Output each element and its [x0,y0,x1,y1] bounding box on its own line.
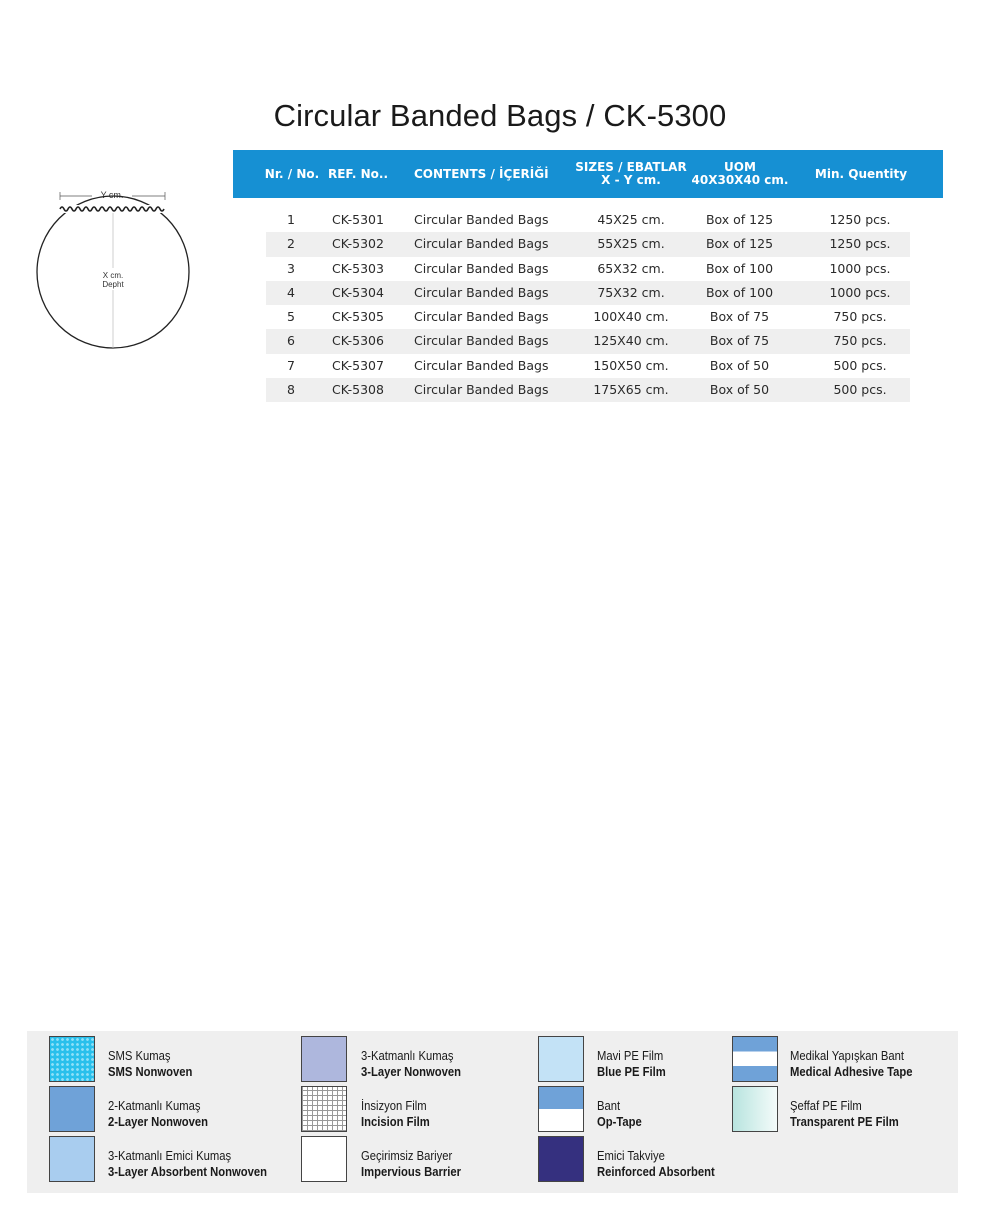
row-number: 3 [287,260,295,276]
table-row [266,354,910,378]
legend-swatch [301,1036,347,1082]
legend-label-tr: 2-Katmanlı Kumaş [108,1099,201,1113]
row-ref: CK-5307 [332,357,384,373]
legend-label-tr: Geçirimsiz Bariyer [361,1149,453,1163]
legend-label-en: Transparent PE Film [790,1115,899,1129]
row-number: 7 [287,357,295,373]
legend-label-tr: Mavi PE Film [597,1049,664,1063]
row-number: 4 [287,284,295,300]
table-row [266,305,910,329]
legend-label [597,1048,666,1080]
row-uom: Box of 75 [709,309,770,325]
row-uom: Box of 100 [705,260,774,276]
header-ref: REF. No.. [327,166,388,181]
legend-label [790,1048,913,1080]
legend-label-en: 2-Layer Nonwoven [108,1115,209,1129]
legend-swatch [732,1086,778,1132]
header-contents: CONTENTS / İÇERİĞİ [414,166,549,181]
row-size: 55X25 cm. [597,236,665,252]
legend-label-tr: 3-Katmanlı Kumaş [361,1049,454,1063]
legend-label [361,1098,430,1130]
row-size: 100X40 cm. [593,309,669,325]
y-dimension-label: Y cm. [100,190,124,200]
legend-swatch [49,1086,95,1132]
legend-label-en: Reinforced Absorbent [597,1165,715,1179]
legend-label-tr: Bant [597,1099,621,1113]
table-row [266,232,910,256]
row-number: 1 [287,212,295,227]
table-row [266,257,910,281]
header-nr: Nr. / No. [264,166,320,181]
legend-swatch [49,1036,95,1082]
row-min-quantity: 500 pcs. [833,382,887,398]
row-ref: CK-5308 [332,382,384,398]
row-min-quantity: 1000 pcs. [829,284,891,300]
legend-swatch [301,1136,347,1182]
row-uom: Box of 50 [709,357,770,373]
row-uom: Box of 75 [709,333,770,349]
row-contents: Circular Banded Bags [414,309,549,325]
legend-label-en: 3-Layer Nonwoven [361,1065,462,1079]
row-size: 75X32 cm. [597,284,665,300]
legend-swatch [732,1036,778,1082]
row-contents: Circular Banded Bags [414,382,549,398]
legend-label [108,1048,192,1080]
legend-label-tr: İnsizyon Film [361,1099,427,1113]
legend-swatch [538,1036,584,1082]
row-contents: Circular Banded Bags [414,284,549,300]
legend-label [108,1148,267,1180]
row-uom: Box of 100 [705,284,774,300]
x-dimension-label: X cm. [102,271,124,280]
legend-label-tr: Medikal Yapışkan Bant [790,1049,905,1063]
row-min-quantity: 1250 pcs. [829,236,891,252]
table-header [233,150,943,198]
legend-label-tr: SMS Kumaş [108,1049,171,1063]
row-contents: Circular Banded Bags [414,357,549,373]
table-row [266,208,910,232]
row-min-quantity: 750 pcs. [833,309,887,325]
legend-swatch [538,1086,584,1132]
header-min-quantity: Min. Quentity [814,166,908,181]
row-uom: Box of 125 [705,236,774,252]
legend-label [597,1098,642,1130]
legend-label [361,1148,461,1180]
legend-label-en: Incision Film [361,1115,430,1129]
row-ref: CK-5301 [332,212,384,227]
legend-swatch [538,1136,584,1182]
row-uom: Box of 50 [709,382,770,398]
legend-label-en: 3-Layer Absorbent Nonwoven [108,1165,267,1179]
row-size: 65X32 cm. [597,260,665,276]
legend-label [597,1148,715,1180]
row-number: 8 [287,382,295,398]
row-ref: CK-5302 [332,236,384,252]
row-number: 5 [287,309,295,325]
legend-label [790,1098,899,1130]
header-uom: UOM 40X30X40 cm. [691,160,789,187]
row-ref: CK-5306 [332,333,384,349]
row-uom: Box of 125 [705,212,774,227]
row-min-quantity: 750 pcs. [833,333,887,349]
row-contents: Circular Banded Bags [414,333,549,349]
row-min-quantity: 1250 pcs. [829,212,891,227]
legend-label [361,1048,461,1080]
row-min-quantity: 1000 pcs. [829,260,891,276]
legend-label-en: Blue PE Film [597,1065,666,1079]
depth-label: Depht [102,280,124,289]
table-row [266,281,910,305]
legend-label-tr: Şeffaf PE Film [790,1099,862,1113]
legend-label-tr: Emici Takviye [597,1149,665,1163]
row-ref: CK-5304 [332,284,384,300]
bag-diagram [30,183,198,358]
material-legend [27,1031,958,1193]
row-size: 125X40 cm. [593,333,669,349]
row-number: 2 [287,236,295,252]
row-number: 6 [287,333,295,349]
legend-label-en: Op-Tape [597,1115,642,1129]
table-row [266,378,910,402]
legend-label-en: Medical Adhesive Tape [790,1065,913,1079]
row-min-quantity: 500 pcs. [833,357,887,373]
legend-label [108,1098,208,1130]
legend-label-en: Impervious Barrier [361,1165,462,1179]
row-contents: Circular Banded Bags [414,212,549,227]
row-size: 150X50 cm. [593,357,669,373]
header-sizes: SIZES / EBATLAR X - Y cm. [575,160,687,187]
table-row [266,329,910,353]
legend-label-tr: 3-Katmanlı Emici Kumaş [108,1149,232,1163]
row-size: 175X65 cm. [593,382,669,398]
table-body [266,208,910,402]
legend-label-en: SMS Nonwoven [108,1065,193,1079]
row-contents: Circular Banded Bags [414,260,549,276]
row-ref: CK-5305 [332,309,384,325]
row-ref: CK-5303 [332,260,384,276]
page-title: Circular Banded Bags / CK-5300 [273,98,727,133]
legend-swatch [301,1086,347,1132]
row-size: 45X25 cm. [597,212,665,227]
row-contents: Circular Banded Bags [414,236,549,252]
legend-swatch [49,1136,95,1182]
